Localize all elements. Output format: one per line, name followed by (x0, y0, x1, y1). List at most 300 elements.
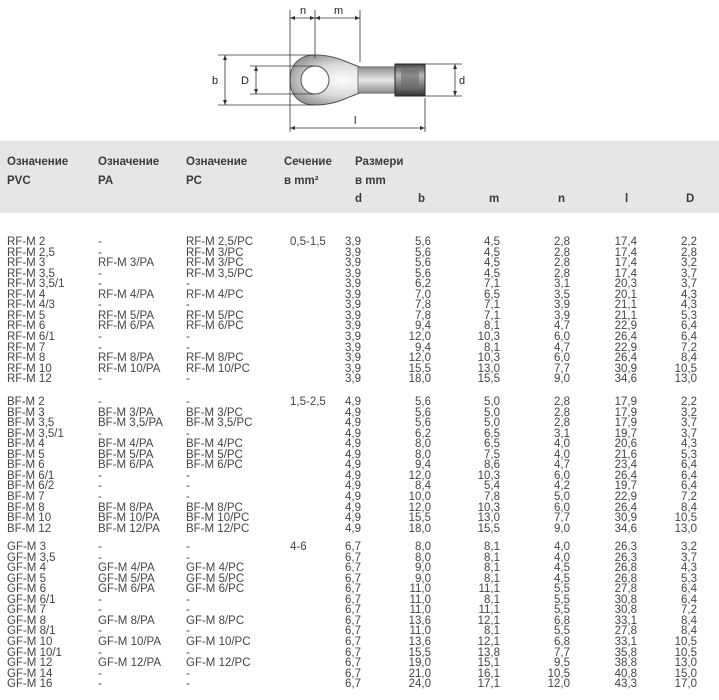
table-header (0, 141, 719, 213)
dim-label-D: D (241, 75, 249, 87)
cell-code-pa: - (98, 551, 102, 564)
cell-code-pc: - (186, 541, 190, 553)
cell-dim-b: 12,0 (408, 501, 431, 514)
cell-code-pvc: BF-M 4 (7, 438, 45, 451)
header-col-pa-line1: Означение (98, 156, 160, 168)
cell-dim-n: 6,8 (554, 614, 570, 627)
dim-label-n: n (300, 5, 307, 17)
cell-dim-b: 21,0 (408, 667, 431, 680)
cell-code-pa: GF-M 6/PA (98, 583, 155, 596)
cell-dim-D: 6,4 (681, 320, 697, 333)
cell-code-pa: - (98, 246, 102, 259)
cell-dim-l: 34,6 (614, 373, 637, 386)
cell-dim-b: 9,0 (415, 562, 431, 575)
cell-dim-b: 12,0 (408, 330, 431, 343)
cell-dim-D: 3,2 (681, 257, 697, 270)
cell-code-pvc: BF-M 6/1 (7, 469, 55, 482)
cell-code-pc: - (186, 330, 190, 343)
cell-dim-l: 30,9 (614, 362, 637, 375)
cell-code-pc: - (186, 490, 190, 503)
cell-dim-d: 6,7 (345, 657, 361, 670)
cell-dim-d: 6,7 (345, 583, 361, 596)
cell-dim-D: 3,7 (681, 417, 697, 430)
cell-dim-d: 4,9 (345, 480, 361, 493)
cell-dim-l: 30,8 (614, 593, 637, 606)
cell-dim-n: 4,2 (554, 480, 570, 493)
cell-dim-D: 6,4 (681, 480, 697, 493)
cell-dim-m: 6,5 (484, 288, 500, 301)
cell-dim-l: 27,8 (614, 625, 637, 638)
cell-dim-l: 26,3 (614, 551, 637, 564)
cell-code-pvc: RF-M 6 (7, 320, 46, 333)
cell-dim-l: 20,6 (614, 438, 637, 451)
cell-dim-b: 5,6 (415, 257, 431, 270)
cell-dim-b: 6,2 (415, 427, 431, 440)
cell-code-pvc: GF-M 12 (7, 657, 53, 670)
cell-code-pvc: BF-M 2 (7, 396, 45, 408)
cell-code-pvc: GF-M 16 (7, 678, 53, 691)
cell-dim-l: 21,1 (614, 309, 637, 322)
cell-dim-n: 2,8 (554, 396, 570, 408)
cell-dim-d: 3,9 (345, 362, 361, 375)
cell-dim-b: 15,5 (408, 362, 431, 375)
cell-code-pa: BF-M 8/PA (98, 501, 154, 514)
cell-dim-b: 15,5 (408, 646, 431, 659)
cell-dim-n: 9,0 (554, 522, 570, 535)
cell-dim-m: 15,1 (477, 657, 500, 670)
cell-dim-d: 4,9 (345, 501, 361, 514)
cell-code-pvc: RF-M 2 (7, 236, 46, 248)
cell-code-pc: RF-M 4/PC (186, 288, 244, 301)
cell-dim-m: 10,3 (477, 469, 500, 482)
cell-dim-d: 6,7 (345, 593, 361, 606)
cell-dim-m: 6,5 (484, 427, 500, 440)
cell-dim-l: 22,9 (614, 341, 637, 354)
cell-dim-d: 3,9 (345, 373, 361, 386)
cell-dim-n: 10,5 (547, 667, 570, 680)
cell-dim-l: 17,4 (614, 236, 637, 248)
cell-dim-l: 23,4 (614, 459, 637, 472)
cell-code-pc: RF-M 3,5/PC (186, 267, 254, 280)
cell-dim-D: 3,7 (681, 267, 697, 280)
cell-code-pc: - (186, 646, 190, 659)
dim-label-b: b (212, 75, 219, 87)
cell-code-pa: - (98, 236, 102, 248)
terminal-body (290, 55, 425, 105)
cell-dim-n: 6,0 (554, 352, 570, 365)
cell-code-pc: GF-M 12/PC (186, 657, 251, 670)
cell-dim-l: 26,4 (614, 352, 637, 365)
cell-dim-d: 3,9 (345, 288, 361, 301)
cell-code-pvc: GF-M 8/1 (7, 625, 56, 638)
cell-dim-D: 8,4 (681, 625, 697, 638)
cell-dim-d: 6,7 (345, 614, 361, 627)
cell-dim-D: 7,2 (681, 341, 697, 354)
cell-code-pvc: RF-M 2,5 (7, 246, 55, 259)
cell-dim-l: 27,8 (614, 583, 637, 596)
cell-dim-m: 8,1 (484, 320, 500, 333)
cell-dim-d: 6,7 (345, 562, 361, 575)
cell-code-pa: - (98, 469, 102, 482)
cell-dim-b: 11,0 (409, 604, 431, 617)
cell-code-pc: - (186, 604, 190, 617)
cell-code-pvc: GF-M 4 (7, 562, 46, 575)
cell-dim-b: 7,8 (415, 299, 431, 312)
cell-dim-D: 10,5 (674, 646, 697, 659)
cell-dim-n: 4,0 (554, 438, 570, 451)
cell-dim-n: 3,1 (554, 427, 570, 440)
cell-dim-l: 19,7 (614, 427, 637, 440)
cell-code-pvc: BF-M 7 (7, 490, 45, 503)
cell-code-pvc: RF-M 10 (7, 362, 52, 375)
cell-dim-l: 17,9 (614, 396, 637, 408)
cell-code-pa: - (98, 278, 102, 291)
cell-code-pvc: GF-M 10 (7, 635, 53, 648)
cell-dim-d: 3,9 (345, 309, 361, 322)
cell-dim-b: 9,4 (415, 459, 431, 472)
cell-code-pa: - (98, 646, 102, 659)
cell-dim-m: 7,8 (484, 490, 500, 503)
cell-dim-m: 11,1 (478, 604, 500, 617)
cell-dim-b: 10,0 (408, 490, 431, 503)
cell-dim-l: 34,6 (614, 522, 637, 535)
cell-code-pvc: BF-M 6/2 (7, 480, 55, 493)
cell-dim-b: 8,0 (415, 541, 431, 553)
cell-dim-m: 8,1 (484, 593, 500, 606)
cell-dim-m: 7,1 (484, 299, 500, 312)
cell-code-pa: - (98, 678, 102, 691)
cell-dim-b: 18,0 (408, 373, 431, 386)
cell-dim-n: 9,5 (554, 657, 570, 670)
cell-dim-n: 3,1 (554, 278, 570, 291)
cell-dim-l: 21,1 (614, 299, 637, 312)
cell-dim-l: 33,1 (614, 614, 637, 627)
cell-code-pvc: GF-M 6 (7, 583, 46, 596)
cell-code-pvc: RF-M 12 (7, 373, 52, 386)
cell-code-pa: - (98, 330, 102, 343)
section-value: 0,5-1,5 (290, 236, 326, 248)
cell-dim-m: 13,0 (477, 362, 500, 375)
cell-code-pc: RF-M 6/PC (186, 320, 244, 333)
cell-dim-m: 12,1 (477, 614, 500, 627)
cell-dim-b: 7,8 (415, 309, 431, 322)
cell-code-pvc: RF-M 3,5/1 (7, 278, 65, 291)
cell-dim-d: 3,9 (345, 352, 361, 365)
cell-dim-D: 7,2 (681, 604, 697, 617)
header-col-pc-line1: Означение (186, 156, 248, 168)
cell-dim-D: 13,0 (674, 522, 697, 535)
cell-code-pc: - (186, 341, 190, 354)
cell-dim-m: 5,0 (484, 417, 500, 430)
header-col-section-line1: Сечение (284, 156, 332, 168)
cell-dim-m: 12,1 (477, 635, 500, 648)
cell-code-pa: - (98, 604, 102, 617)
cell-dim-b: 19,0 (408, 657, 431, 670)
cell-code-pa: GF-M 8/PA (98, 614, 155, 627)
cell-code-pvc: RF-M 5 (7, 309, 46, 322)
cell-dim-b: 12,0 (408, 469, 431, 482)
cell-dim-m: 8,1 (484, 551, 500, 564)
cell-dim-D: 6,4 (681, 469, 697, 482)
cell-code-pa: BF-M 4/PA (98, 438, 154, 451)
cell-dim-m: 8,6 (484, 459, 500, 472)
cell-dim-D: 6,4 (681, 583, 697, 596)
cell-code-pa: BF-M 5/PA (98, 448, 154, 461)
cell-dim-l: 33,1 (614, 635, 637, 648)
cell-dim-l: 17,9 (614, 417, 637, 430)
cell-code-pvc: BF-M 3,5 (7, 417, 55, 430)
cell-dim-b: 12,0 (408, 352, 431, 365)
cell-dim-b: 5,6 (415, 236, 431, 248)
cell-code-pvc: GF-M 6/1 (7, 593, 56, 606)
cell-code-pa: RF-M 5/PA (98, 309, 155, 322)
cell-code-pc: RF-M 5/PC (186, 309, 244, 322)
cell-dim-n: 4,0 (554, 541, 570, 553)
header-col-section-line2: в mm² (284, 175, 319, 187)
cell-dim-m: 4,5 (484, 257, 500, 270)
cell-code-pvc: RF-M 3,5 (7, 267, 55, 280)
cell-dim-m: 8,1 (484, 625, 500, 638)
cell-dim-b: 8,4 (415, 480, 431, 493)
cell-dim-b: 7,0 (415, 288, 431, 301)
cell-dim-b: 11,0 (409, 593, 431, 606)
cell-code-pc: - (186, 593, 190, 606)
cell-code-pvc: BF-M 3 (7, 406, 45, 419)
header-col-pvc-line2: PVC (7, 175, 31, 187)
header-dim-m: m (489, 193, 500, 205)
cell-code-pa: GF-M 10/PA (98, 635, 162, 648)
cell-code-pvc: RF-M 6/1 (7, 330, 55, 343)
header-col-pvc-line1: Означение (7, 156, 69, 168)
cell-dim-m: 8,1 (484, 562, 500, 575)
cell-code-pvc: BF-M 8 (7, 501, 45, 514)
cell-dim-n: 3,9 (554, 309, 570, 322)
cell-code-pvc: BF-M 3,5/1 (7, 427, 64, 440)
cell-dim-d: 3,9 (345, 320, 361, 333)
cell-dim-D: 5,3 (681, 572, 697, 585)
cell-dim-m: 6,5 (484, 438, 500, 451)
cell-code-pvc: GF-M 10/1 (7, 646, 62, 659)
cell-code-pvc: RF-M 4 (7, 288, 46, 301)
cell-dim-d: 4,9 (345, 459, 361, 472)
cell-code-pc: GF-M 5/PC (186, 572, 245, 585)
cell-dim-n: 6,8 (554, 635, 570, 648)
cell-code-pvc: GF-M 7 (7, 604, 46, 617)
cell-code-pa: BF-M 3/PA (98, 406, 154, 419)
cell-dim-b: 13,6 (408, 635, 431, 648)
cell-dim-m: 11,1 (478, 583, 500, 596)
cell-dim-D: 7,2 (681, 490, 697, 503)
cell-code-pc: - (186, 551, 190, 564)
cell-code-pa: - (98, 299, 102, 312)
cell-dim-m: 8,1 (484, 341, 500, 354)
cell-dim-b: 5,6 (415, 396, 431, 408)
cell-dim-d: 4,9 (345, 448, 361, 461)
cell-code-pa: BF-M 10/PA (98, 512, 160, 525)
cell-dim-D: 8,4 (681, 352, 697, 365)
cell-dim-D: 8,4 (681, 501, 697, 514)
cell-dim-n: 7,7 (554, 512, 570, 525)
cell-dim-n: 4,0 (554, 448, 570, 461)
cell-dim-d: 6,7 (345, 635, 361, 648)
cell-dim-n: 6,0 (554, 469, 570, 482)
cell-code-pa: RF-M 6/PA (98, 320, 155, 333)
cell-code-pa: - (98, 480, 102, 493)
cell-dim-b: 5,6 (415, 406, 431, 419)
cell-dim-n: 4,7 (554, 341, 570, 354)
cell-dim-n: 2,8 (554, 406, 570, 419)
cell-dim-n: 2,8 (554, 246, 570, 259)
cell-code-pa: - (98, 267, 102, 280)
cell-dim-D: 4,3 (681, 562, 697, 575)
cell-dim-d: 6,7 (345, 572, 361, 585)
cell-dim-d: 6,7 (345, 551, 361, 564)
cell-code-pa: BF-M 6/PA (98, 459, 154, 472)
cell-code-pa: - (98, 373, 102, 386)
cell-dim-n: 9,0 (554, 373, 570, 386)
cell-code-pc: - (186, 469, 190, 482)
cell-dim-D: 3,7 (681, 551, 697, 564)
cell-dim-D: 10,5 (674, 512, 697, 525)
cell-dim-d: 3,9 (345, 341, 361, 354)
cell-dim-n: 5,5 (554, 604, 570, 617)
cell-dim-d: 3,9 (345, 278, 361, 291)
cell-dim-n: 3,5 (554, 288, 570, 301)
cell-code-pvc: BF-M 6 (7, 459, 45, 472)
cell-dim-b: 11,0 (409, 625, 431, 638)
cell-dim-d: 6,7 (345, 625, 361, 638)
cell-dim-l: 19,7 (614, 480, 637, 493)
cell-dim-D: 4,3 (681, 438, 697, 451)
header-col-dims-line2: в mm (355, 175, 386, 187)
cell-dim-b: 9,0 (415, 572, 431, 585)
cell-dim-l: 17,4 (614, 257, 637, 270)
cell-code-pa: - (98, 541, 102, 553)
cell-dim-l: 26,3 (614, 541, 637, 553)
cell-code-pa: - (98, 593, 102, 606)
cell-dim-d: 4,9 (345, 417, 361, 430)
cell-dim-m: 4,5 (484, 246, 500, 259)
cell-code-pa: RF-M 8/PA (98, 352, 155, 365)
cell-code-pvc: GF-M 8 (7, 614, 46, 627)
cell-dim-l: 17,4 (614, 267, 637, 280)
cell-dim-D: 6,4 (681, 459, 697, 472)
cell-dim-l: 40,8 (614, 667, 637, 680)
cell-dim-n: 5,0 (554, 490, 570, 503)
cell-dim-d: 4,9 (345, 396, 361, 408)
cell-dim-m: 10,3 (477, 352, 500, 365)
cell-code-pc: - (186, 625, 190, 638)
cell-code-pc: BF-M 8/PC (186, 501, 243, 514)
cell-code-pa: - (98, 427, 102, 440)
cell-dim-l: 17,9 (614, 406, 637, 419)
cell-dim-n: 3,9 (554, 299, 570, 312)
cell-dim-d: 4,9 (345, 469, 361, 482)
cell-dim-m: 4,5 (484, 236, 500, 248)
cell-code-pc: RF-M 3/PC (186, 246, 244, 259)
cell-dim-b: 5,6 (415, 417, 431, 430)
cell-dim-b: 8,0 (415, 551, 431, 564)
cell-code-pa: RF-M 4/PA (98, 288, 155, 301)
cell-code-pc: - (186, 678, 190, 691)
cell-code-pc: GF-M 6/PC (186, 583, 245, 596)
cell-code-pvc: RF-M 4/3 (7, 299, 55, 312)
cell-code-pa: RF-M 3/PA (98, 257, 155, 270)
cell-dim-n: 7,7 (554, 646, 570, 659)
cell-dim-d: 4,9 (345, 522, 361, 535)
cell-code-pvc: GF-M 3,5 (7, 551, 56, 564)
cell-dim-D: 10,5 (674, 635, 697, 648)
cell-dim-D: 3,7 (681, 278, 697, 291)
cell-dim-D: 17,0 (674, 678, 697, 691)
cell-code-pa: GF-M 4/PA (98, 562, 155, 575)
cell-dim-n: 4,7 (554, 459, 570, 472)
cell-dim-m: 7,5 (484, 448, 500, 461)
cell-code-pa: GF-M 12/PA (98, 657, 162, 670)
cell-dim-l: 26,8 (614, 572, 637, 585)
cell-dim-d: 4,9 (345, 406, 361, 419)
cell-dim-D: 15,0 (674, 667, 697, 680)
cell-dim-l: 20,1 (614, 288, 637, 301)
cell-code-pa: BF-M 3,5/PA (98, 417, 163, 430)
cell-dim-l: 26,4 (614, 330, 637, 343)
header-col-dims-line1: Размери (355, 156, 404, 168)
cell-dim-m: 13,8 (477, 646, 500, 659)
cell-dim-D: 2,8 (681, 246, 697, 259)
cell-dim-n: 6,0 (554, 501, 570, 514)
cell-dim-l: 43,3 (614, 678, 637, 691)
cell-dim-b: 9,4 (415, 320, 431, 333)
header-dim-l: l (625, 193, 629, 205)
cell-dim-m: 5,4 (484, 480, 500, 493)
cell-dim-d: 3,9 (345, 257, 361, 270)
cell-dim-D: 5,3 (681, 309, 697, 322)
cell-code-pc: GF-M 4/PC (186, 562, 245, 575)
cell-dim-n: 4,0 (554, 551, 570, 564)
cell-dim-l: 26,4 (614, 469, 637, 482)
cell-code-pc: RF-M 10/PC (186, 362, 250, 375)
cell-code-pc: - (186, 667, 190, 680)
cell-code-pvc: RF-M 7 (7, 341, 46, 354)
cell-dim-l: 38,8 (614, 657, 637, 670)
cell-dim-D: 3,2 (681, 541, 697, 553)
cell-dim-d: 3,9 (345, 267, 361, 280)
cell-dim-b: 8,0 (415, 438, 431, 451)
cell-dim-D: 13,0 (674, 373, 697, 386)
cell-code-pc: - (186, 278, 190, 291)
cell-code-pc: - (186, 396, 190, 408)
cell-dim-b: 13,6 (408, 614, 431, 627)
terminal-dimension-diagram (0, 0, 719, 140)
cell-dim-D: 5,3 (681, 448, 697, 461)
cell-code-pc: GF-M 10/PC (186, 635, 251, 648)
cell-code-pa: - (98, 490, 102, 503)
cell-code-pvc: RF-M 8 (7, 352, 46, 365)
cell-dim-m: 5,0 (484, 396, 500, 408)
cell-dim-l: 17,4 (614, 246, 637, 259)
cell-code-pc: - (186, 427, 190, 440)
header-dim-n: n (558, 193, 566, 205)
cell-dim-l: 20,3 (614, 278, 637, 291)
cell-dim-d: 3,9 (345, 236, 361, 248)
cell-dim-d: 6,7 (345, 541, 361, 553)
cell-dim-m: 8,1 (484, 541, 500, 553)
cell-dim-m: 17,1 (477, 678, 500, 691)
cell-dim-n: 4,7 (554, 320, 570, 333)
cell-dim-b: 18,0 (408, 522, 431, 535)
cell-dim-l: 35,8 (614, 646, 637, 659)
header-dim-D: D (686, 193, 695, 205)
